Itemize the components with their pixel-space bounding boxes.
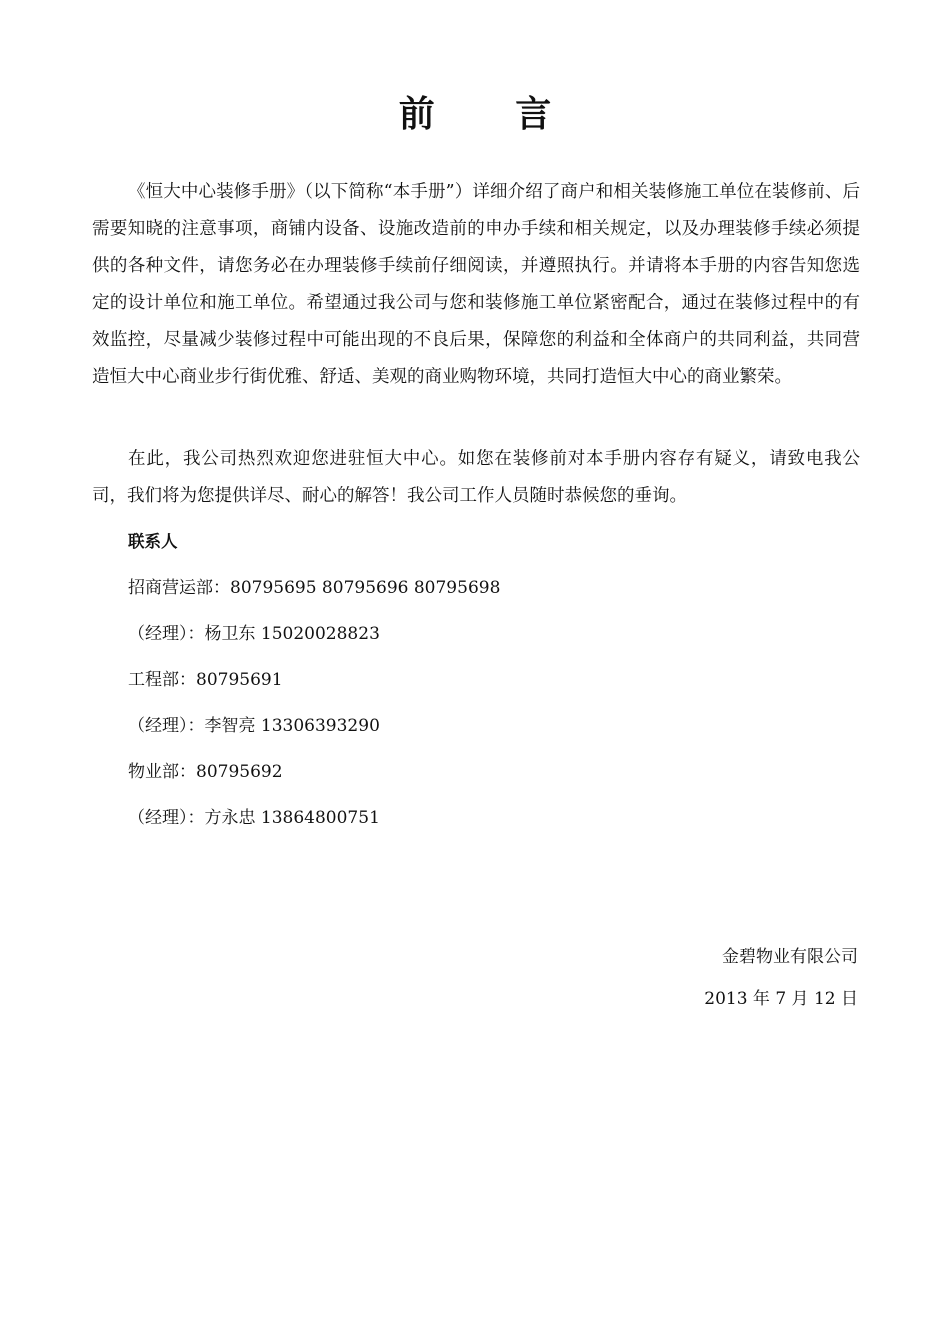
contact-line-property-manager: （经理）：方永忠 13864800751 xyxy=(128,808,380,828)
intro-paragraph: 《恒大中心装修手册》（以下简称“本手册”）详细介绍了商户和相关装修施工单位在装修前、后需要知晓的注意事项，商铺内设备、设施改造前的申办手续和相关规定，以及办理装修手续必须提供的各种文件，请您务必在办理装修手续前仔细阅读，并遵照执行。并请将本手册的内容告知您选定的设计单位和施工单位。希望通过我公司与您和装修施工单位紧密配合，通过在装修过程中的有效监控，尽量减少装修过程中可能出现的不良后果，保障您的利益和全体商户的共同利益，共同营造恒大中心商业步行街优雅、舒适、美观的商业购物环境，共同打造恒大中心的商业繁荣。 xyxy=(92,182,860,387)
contact-heading: 联系人 xyxy=(128,532,178,551)
contact-line-engineering: 工程部：80795691 xyxy=(128,670,283,690)
signature-block xyxy=(704,940,858,1024)
welcome-paragraph: 在此，我公司热烈欢迎您进驻恒大中心。如您在装修前对本手册内容存有疑义，请致电我公司，我们将为您提供详尽、耐心的解答！我公司工作人员随时恭候您的垂询。 xyxy=(92,449,860,506)
contact-line-engineering-manager: （经理）：李智亮 13306393290 xyxy=(128,716,380,736)
contact-section xyxy=(128,522,500,844)
contact-line-property: 物业部：80795692 xyxy=(128,762,283,782)
contact-line-operations: 招商营运部：80795695 80795696 80795698 xyxy=(128,578,501,598)
contact-line-operations-manager: （经理）：杨卫东 15020028823 xyxy=(128,624,380,644)
signature-company: 金碧物业有限公司 xyxy=(722,947,858,967)
signature-date: 2013 年 7 月 12 日 xyxy=(704,989,858,1009)
page-title: 前 言 xyxy=(398,93,586,135)
